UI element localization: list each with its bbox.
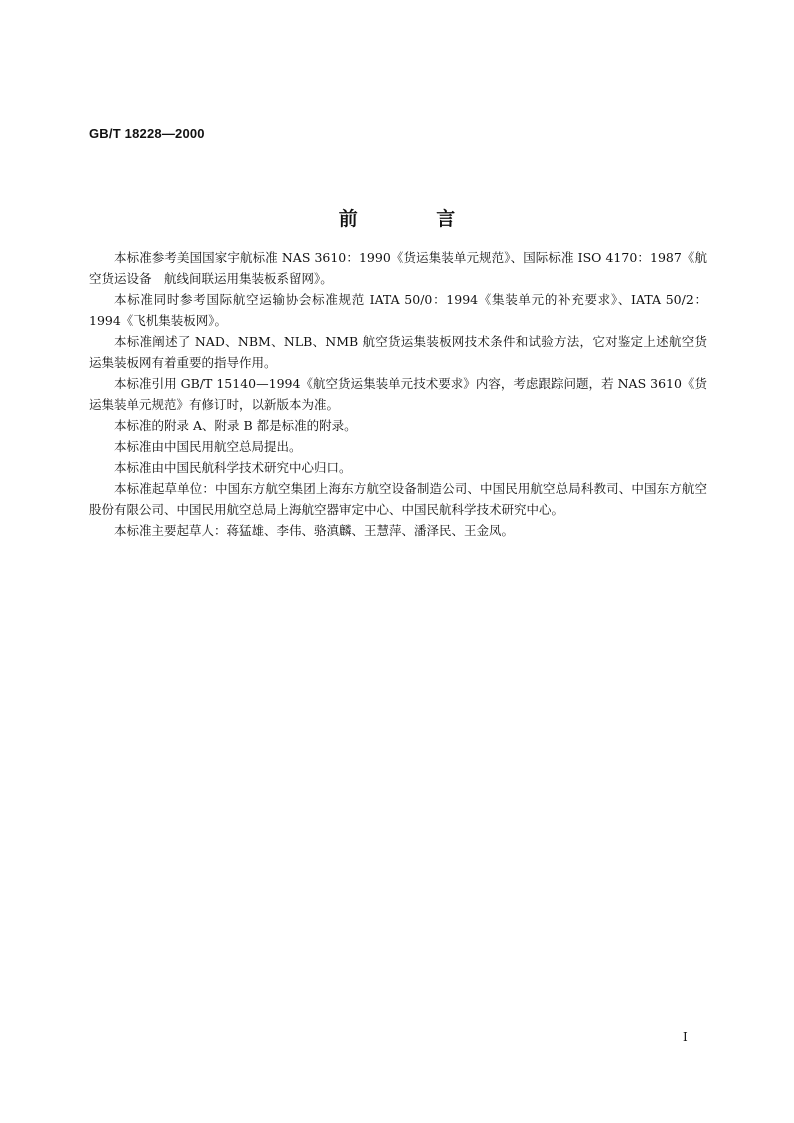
page-number: I [683,1030,688,1044]
preface-body [89,247,707,541]
paragraph-drafting-units: 本标准起草单位：中国东方航空集团上海东方航空设备制造公司、中国民用航空总局科教司、中国东方航空股份有限公司、中国民用航空总局上海航空器审定中心、中国民航科学技术研究中心。 [89,481,707,517]
standard-code: GB/T 18228—2000 [89,126,205,141]
paragraph-drafters: 本标准主要起草人：蒋猛雄、李伟、骆滇麟、王慧萍、潘泽民、王金凤。 [114,523,515,538]
page-title: 前 言 [338,208,492,230]
paragraph-references-iata: 本标准同时参考国际航空运输协会标准规范 IATA 50/0：1994《集装单元的补充要求》、IATA 50/2：1994《飞机集装板网》。 [89,292,707,328]
paragraph-centralized-by: 本标准由中国民航科学技术研究中心归口。 [114,460,352,475]
paragraph-cited-standard: 本标准引用 GB/T 15140—1994《航空货运集装单元技术要求》内容，考虑跟踪问题，若 NAS 3610《货运集装单元规范》有修订时，以新版本为准。 [89,376,707,412]
paragraph-appendices: 本标准的附录 A、附录 B 都是标准的附录。 [114,418,357,433]
paragraph-references-nas: 本标准参考美国国家宇航标准 NAS 3610：1990《货运集装单元规范》、国际标准 ISO 4170：1987《航空货运设备 航线间联运用集装板系留网》。 [89,250,707,286]
paragraph-proposed-by: 本标准由中国民用航空总局提出。 [114,439,302,454]
paragraph-scope: 本标准阐述了 NAD、NBM、NLB、NMB 航空货运集装板网技术条件和试验方法，它对鉴定上述航空货运集装板网有着重要的指导作用。 [89,334,707,370]
